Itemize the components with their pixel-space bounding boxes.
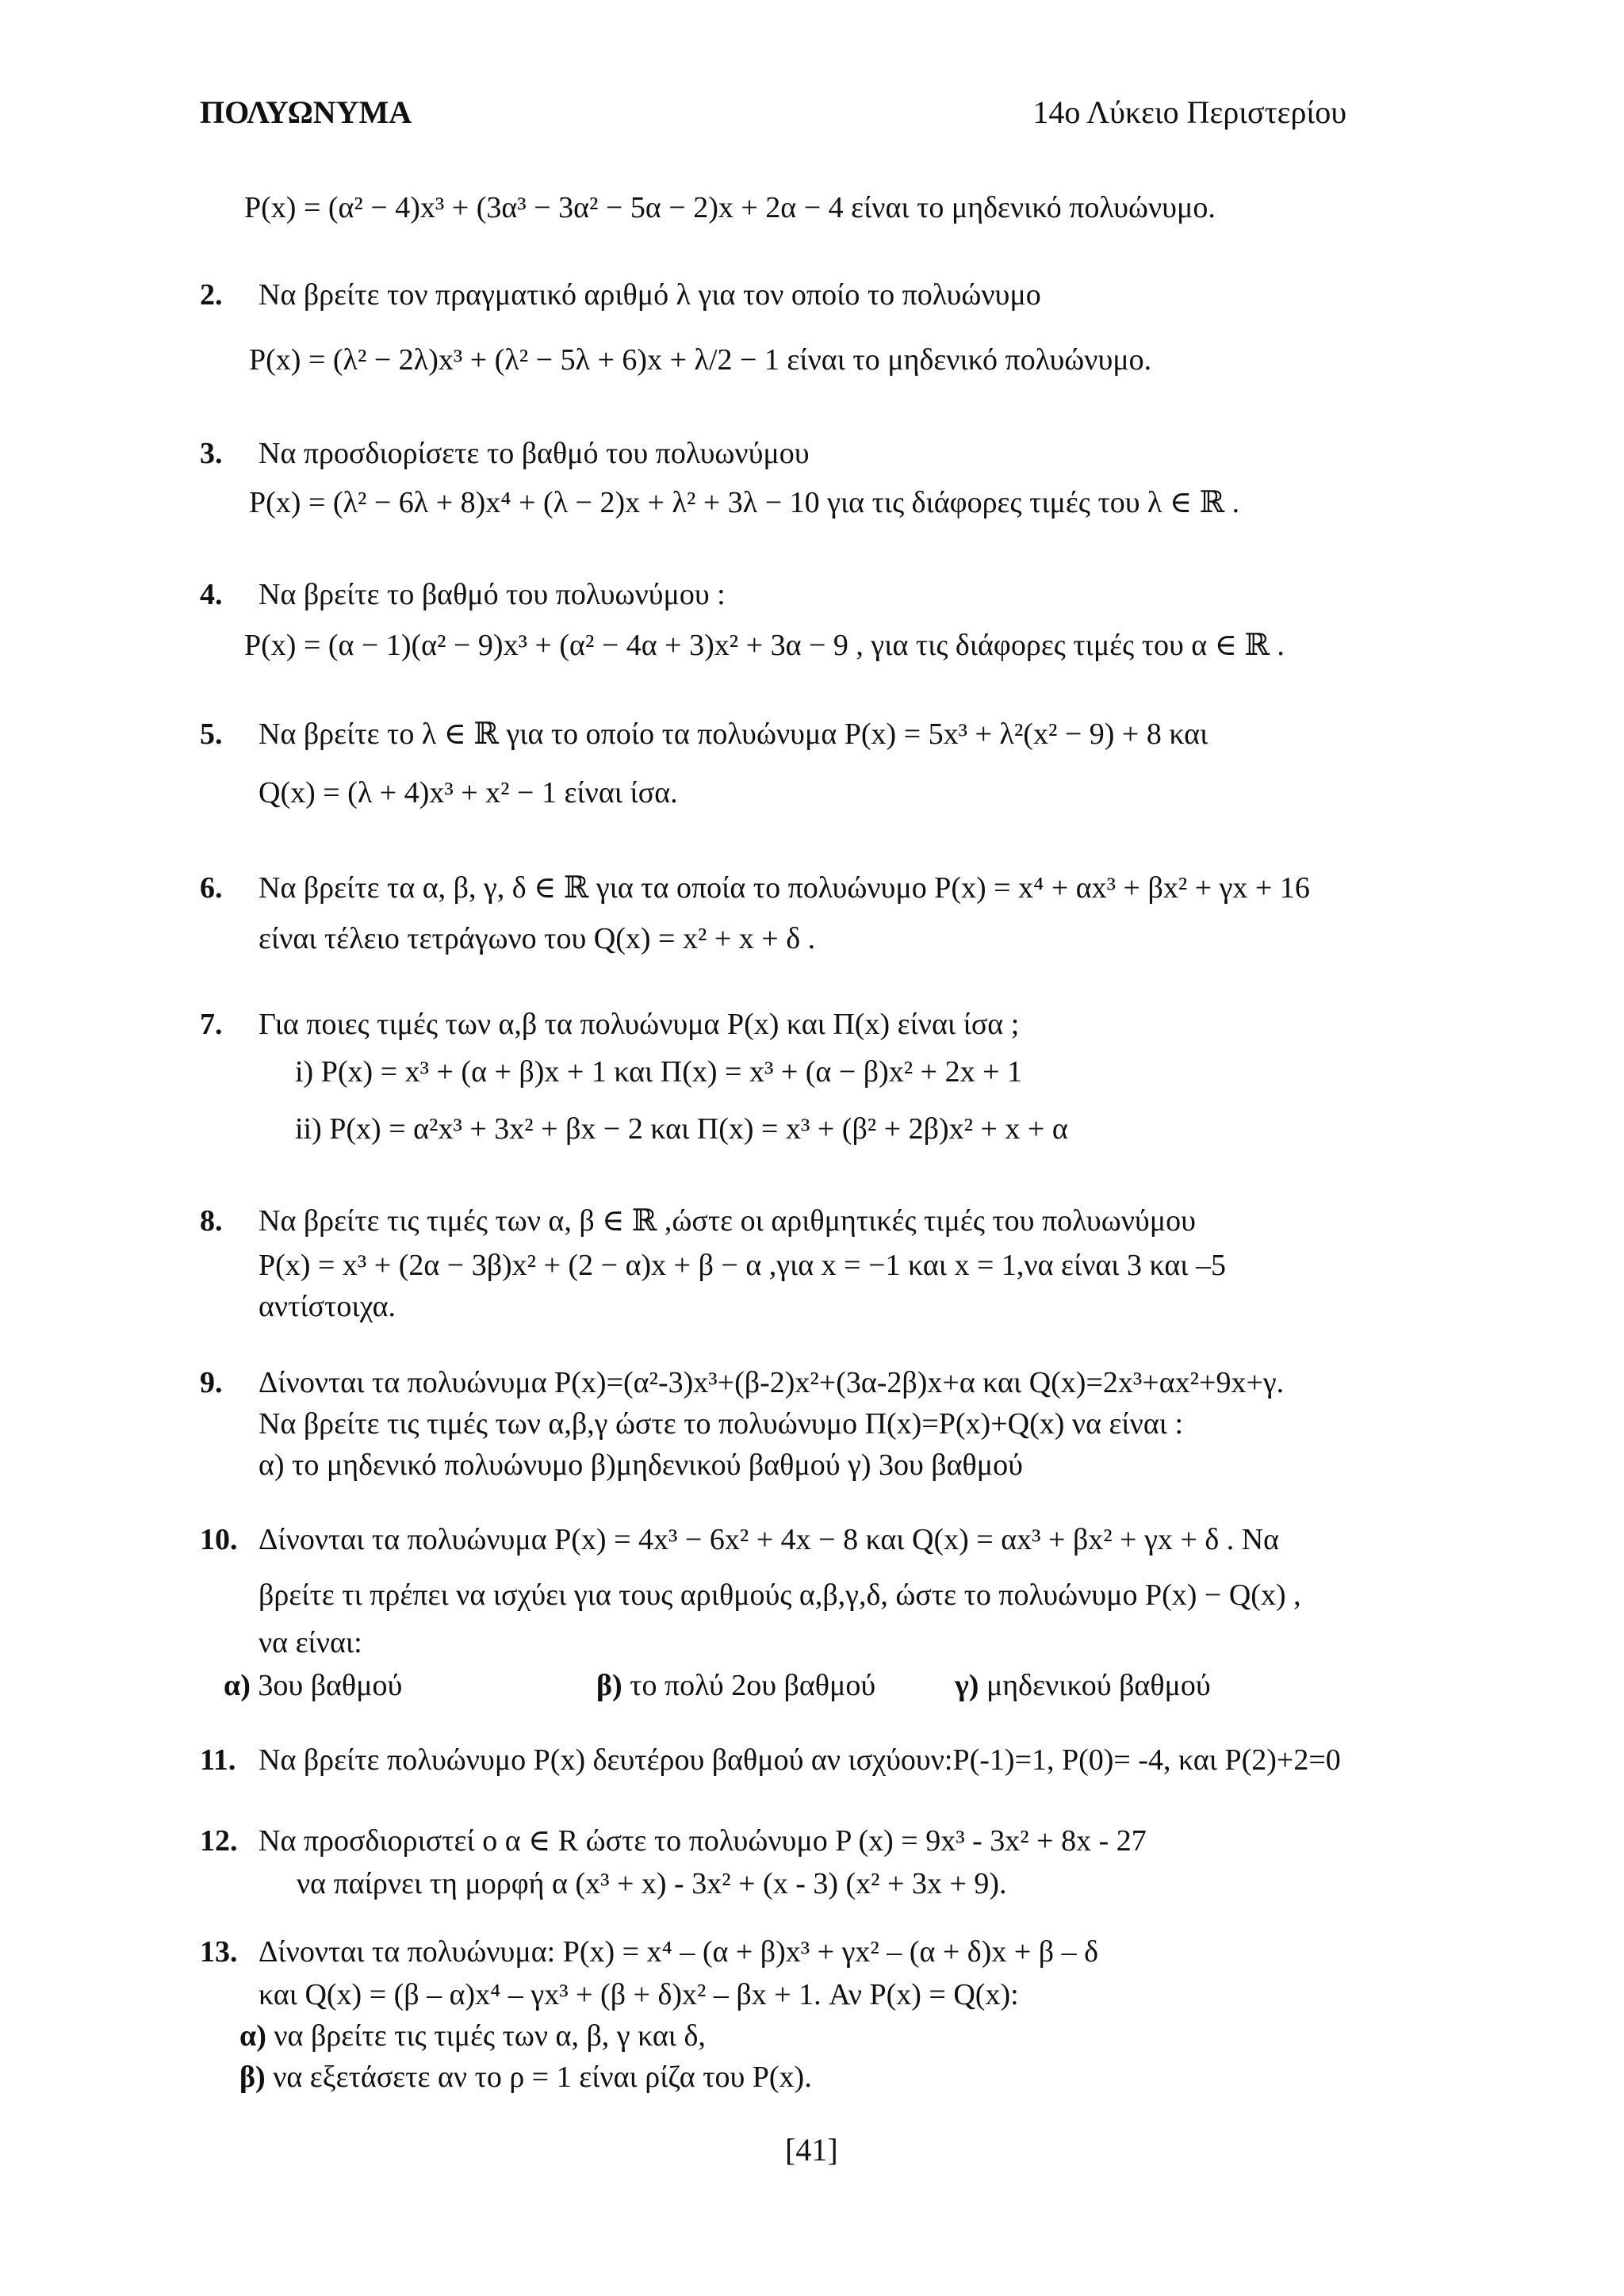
ex10-line-3: να είναι: [259, 1626, 362, 1659]
ex13-line-1: Δίνονται τα πολυώνυμα: P(x) = x⁴ – (α + β)x³ + γx² – (α + δ)x + β – δ [259, 1935, 1099, 1969]
ex4-line-1: Να βρείτε το βαθμό του πολυωνύμου : [259, 578, 726, 611]
ex10-line-1: Δίνονται τα πολυώνυμα P(x) = 4x³ − 6x² + 4x − 8 και Q(x) = αx³ + βx² + γx + δ . Να [259, 1523, 1280, 1556]
page-number: [41] [785, 2132, 838, 2168]
ex13-part-a: α) να βρείτε τις τιμές των α, β, γ και δ, [239, 2019, 706, 2053]
ex11-line-1: Να βρείτε πολυώνυμο P(x) δευτέρου βαθμού αν ισχύουν:P(-1)=1, P(0)= -4, και P(2)+2=0 [259, 1743, 1341, 1777]
ex8-number: 8. [200, 1204, 223, 1238]
ex6-line-1: Να βρείτε τα α, β, γ, δ ∈ ℝ για τα οποία το πολυώνυμο P(x) = x⁴ + αx³ + βx² + γx + 16 [259, 871, 1310, 905]
ex7-line-3: ii) P(x) = α²x³ + 3x² + βx − 2 και Π(x) = x³ + (β² + 2β)x² + x + α [295, 1112, 1068, 1146]
ex4-number: 4. [200, 578, 223, 611]
ex13-number: 13. [200, 1935, 238, 1969]
ex3-line-2: P(x) = (λ² − 6λ + 8)x⁴ + (λ − 2)x + λ² + 3λ − 10 για τις διάφορες τιμές του λ ∈ ℝ . [249, 486, 1240, 519]
ex6-number: 6. [200, 871, 223, 905]
ex2-line-1: Να βρείτε τον πραγματικό αριθμό λ για τον οποίο το πολυώνυμο [259, 278, 1041, 312]
ex1-line-1: P(x) = (α² − 4)x³ + (3α³ − 3α² − 5α − 2)x + 2α − 4 είναι το μηδενικό πολυώνυμο. [244, 191, 1216, 224]
ex8-line-3: αντίστοιχα. [259, 1290, 396, 1323]
ex7-line-1: Για ποιες τιμές των α,β τα πολυώνυμα P(x) και Π(x) είναι ίσα ; [259, 1008, 1020, 1041]
ex12-number: 12. [200, 1824, 238, 1858]
ex9-line-2: Να βρείτε τις τιμές των α,β,γ ώστε το πολυώνυμο Π(x)=P(x)+Q(x) να είναι : [259, 1407, 1184, 1441]
ex10-number: 10. [200, 1523, 238, 1556]
ex9-line-1: Δίνονται τα πολυώνυμα P(x)=(α²-3)x³+(β-2)x²+(3α-2β)x+α και Q(x)=2x³+αx²+9x+γ. [259, 1366, 1285, 1399]
header-school: 14ο Λύκειο Περιστερίου [1032, 94, 1346, 130]
ex2-number: 2. [200, 278, 223, 312]
ex5-line-2: Q(x) = (λ + 4)x³ + x² − 1 είναι ίσα. [259, 776, 678, 809]
ex12-line-2: να παίρνει τη μορφή α (x³ + x) - 3x² + (x - 3) (x² + 3x + 9). [297, 1867, 1007, 1900]
ex11-number: 11. [200, 1743, 236, 1777]
ex2-line-2: P(x) = (λ² − 2λ)x³ + (λ² − 5λ + 6)x + λ/2 − 1 είναι το μηδενικό πολυώνυμο. [249, 343, 1152, 377]
ex13-line-2: και Q(x) = (β – α)x⁴ – γx³ + (β + δ)x² – βx + 1. Αν P(x) = Q(x): [259, 1978, 1019, 2011]
ex7-line-2: i) P(x) = x³ + (α + β)x + 1 και Π(x) = x³ + (α − β)x² + 2x + 1 [295, 1055, 1023, 1089]
ex10-option-b: β) το πολύ 2ου βαθμού [596, 1669, 876, 1702]
ex9-number: 9. [200, 1366, 223, 1399]
ex10-option-a: α) 3ου βαθμού [224, 1669, 403, 1702]
ex3-number: 3. [200, 437, 223, 470]
ex6-line-2: είναι τέλειο τετράγωνο του Q(x) = x² + x + δ . [259, 922, 816, 955]
ex10-option-c: γ) μηδενικού βαθμού [955, 1669, 1211, 1702]
ex8-line-1: Να βρείτε τις τιμές των α, β ∈ ℝ ,ώστε οι αριθμητικές τιμές του πολυωνύμου [259, 1204, 1196, 1238]
ex5-number: 5. [200, 718, 223, 751]
header-title: ΠΟΛΥΩΝΥΜΑ [200, 94, 412, 130]
ex3-line-1: Να προσδιορίσετε το βαθμό του πολυωνύμου [259, 437, 810, 470]
ex5-line-1: Να βρείτε το λ ∈ ℝ για το οποίο τα πολυώνυμα P(x) = 5x³ + λ²(x² − 9) + 8 και [259, 718, 1208, 751]
ex13-part-b: β) να εξετάσετε αν το ρ = 1 είναι ρίζα του P(x). [239, 2061, 812, 2094]
ex9-line-3: α) το μηδενικό πολυώνυμο β)μηδενικού βαθμού γ) 3ου βαθμού [259, 1448, 1023, 1482]
ex10-line-2: βρείτε τι πρέπει να ισχύει για τους αριθμούς α,β,γ,δ, ώστε το πολυώνυμο P(x) − Q(x) , [259, 1578, 1301, 1612]
ex8-line-2: P(x) = x³ + (2α − 3β)x² + (2 − α)x + β − α ,για x = −1 και x = 1,να είναι 3 και –5 [259, 1249, 1226, 1282]
ex4-line-2: P(x) = (α − 1)(α² − 9)x³ + (α² − 4α + 3)x² + 3α − 9 , για τις διάφορες τιμές του α ∈ ℝ . [244, 629, 1285, 662]
ex12-line-1: Να προσδιοριστεί ο α ∈ R ώστε το πολυώνυμο P (x) = 9x³ - 3x² + 8x - 27 [259, 1824, 1147, 1858]
ex7-number: 7. [200, 1008, 223, 1041]
